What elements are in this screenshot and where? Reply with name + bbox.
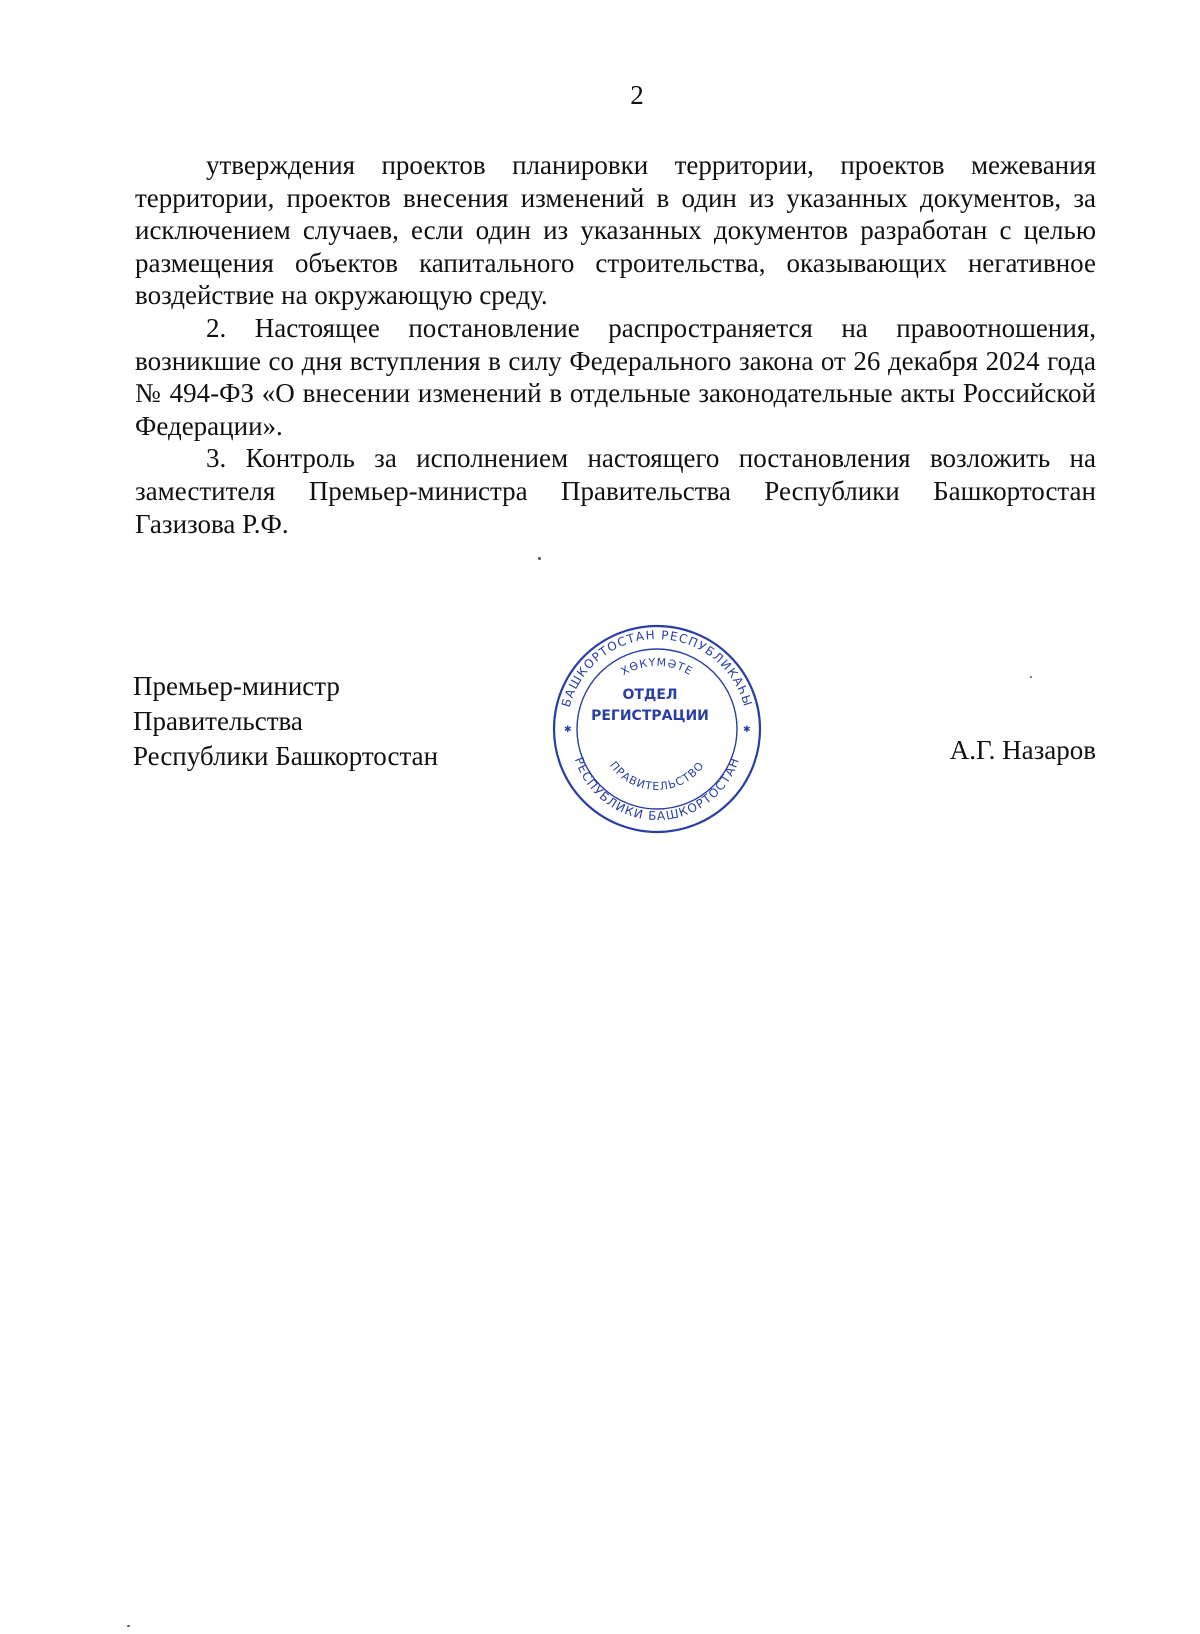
page-number: 2 <box>630 80 644 110</box>
signatory-position-line1: Премьер-министр <box>133 671 340 701</box>
stamp-inner-top-text: ХӨКҮМӘТЕ <box>618 655 696 679</box>
stamp-star-right-icon: ✱ <box>743 724 751 734</box>
signatory-position <box>133 669 438 774</box>
stamp-center-line1: ОТДЕЛ <box>622 687 678 703</box>
document-body <box>135 149 1096 540</box>
svg-text:ПРАВИТЕЛЬСТВО <box>607 759 707 793</box>
stamp-star-left-icon: ✱ <box>564 724 572 734</box>
paragraph-2: 2. Настоящее постановление распространяется на правоотношения, возникшие со дня вступления в силу Федерального закона от 26 декабря 2024 года № 494-ФЗ «О внесении изменений в отдельные законодательные акты Российской Федерации». <box>135 312 1096 441</box>
svg-text:ХӨКҮМӘТЕ <box>619 656 696 678</box>
stamp-outer-text: БАШКОРТОСТАН РЕСПУБЛИКАҺЫ <box>558 627 756 709</box>
paragraph-3: 3. Контроль за исполнением настоящего постановления возложить на заместителя Премьер-министра Правительства Республики Башкортостан Газизова Р.Ф. <box>135 443 1096 539</box>
registration-stamp <box>549 624 765 834</box>
signatory-position-line2: Правительства <box>133 706 303 736</box>
signatory-name: А.Г. Назаров <box>949 735 1096 765</box>
scan-speck <box>538 557 541 560</box>
scan-speck <box>127 1625 130 1627</box>
paragraph-continuation: утверждения проектов планировки территории, проектов межевания территории, проектов внесения изменений в один из указанных документов, за исключением случаев, если один из указанных документов разработан с целью размещения объектов капитального строительства, оказывающих негативное воздействие на окружающую среду. <box>135 150 1096 311</box>
stamp-inner-bottom-text: ПРАВИТЕЛЬСТВО <box>606 758 708 794</box>
signatory-position-line3: Республики Башкортостан <box>133 741 439 771</box>
stamp-center-line2: РЕГИСТРАЦИИ <box>591 708 709 724</box>
stamp-bottom-text: РЕСПУБЛИКИ БАШКОРТОСТАН <box>571 755 743 824</box>
scan-speck <box>1030 676 1032 678</box>
